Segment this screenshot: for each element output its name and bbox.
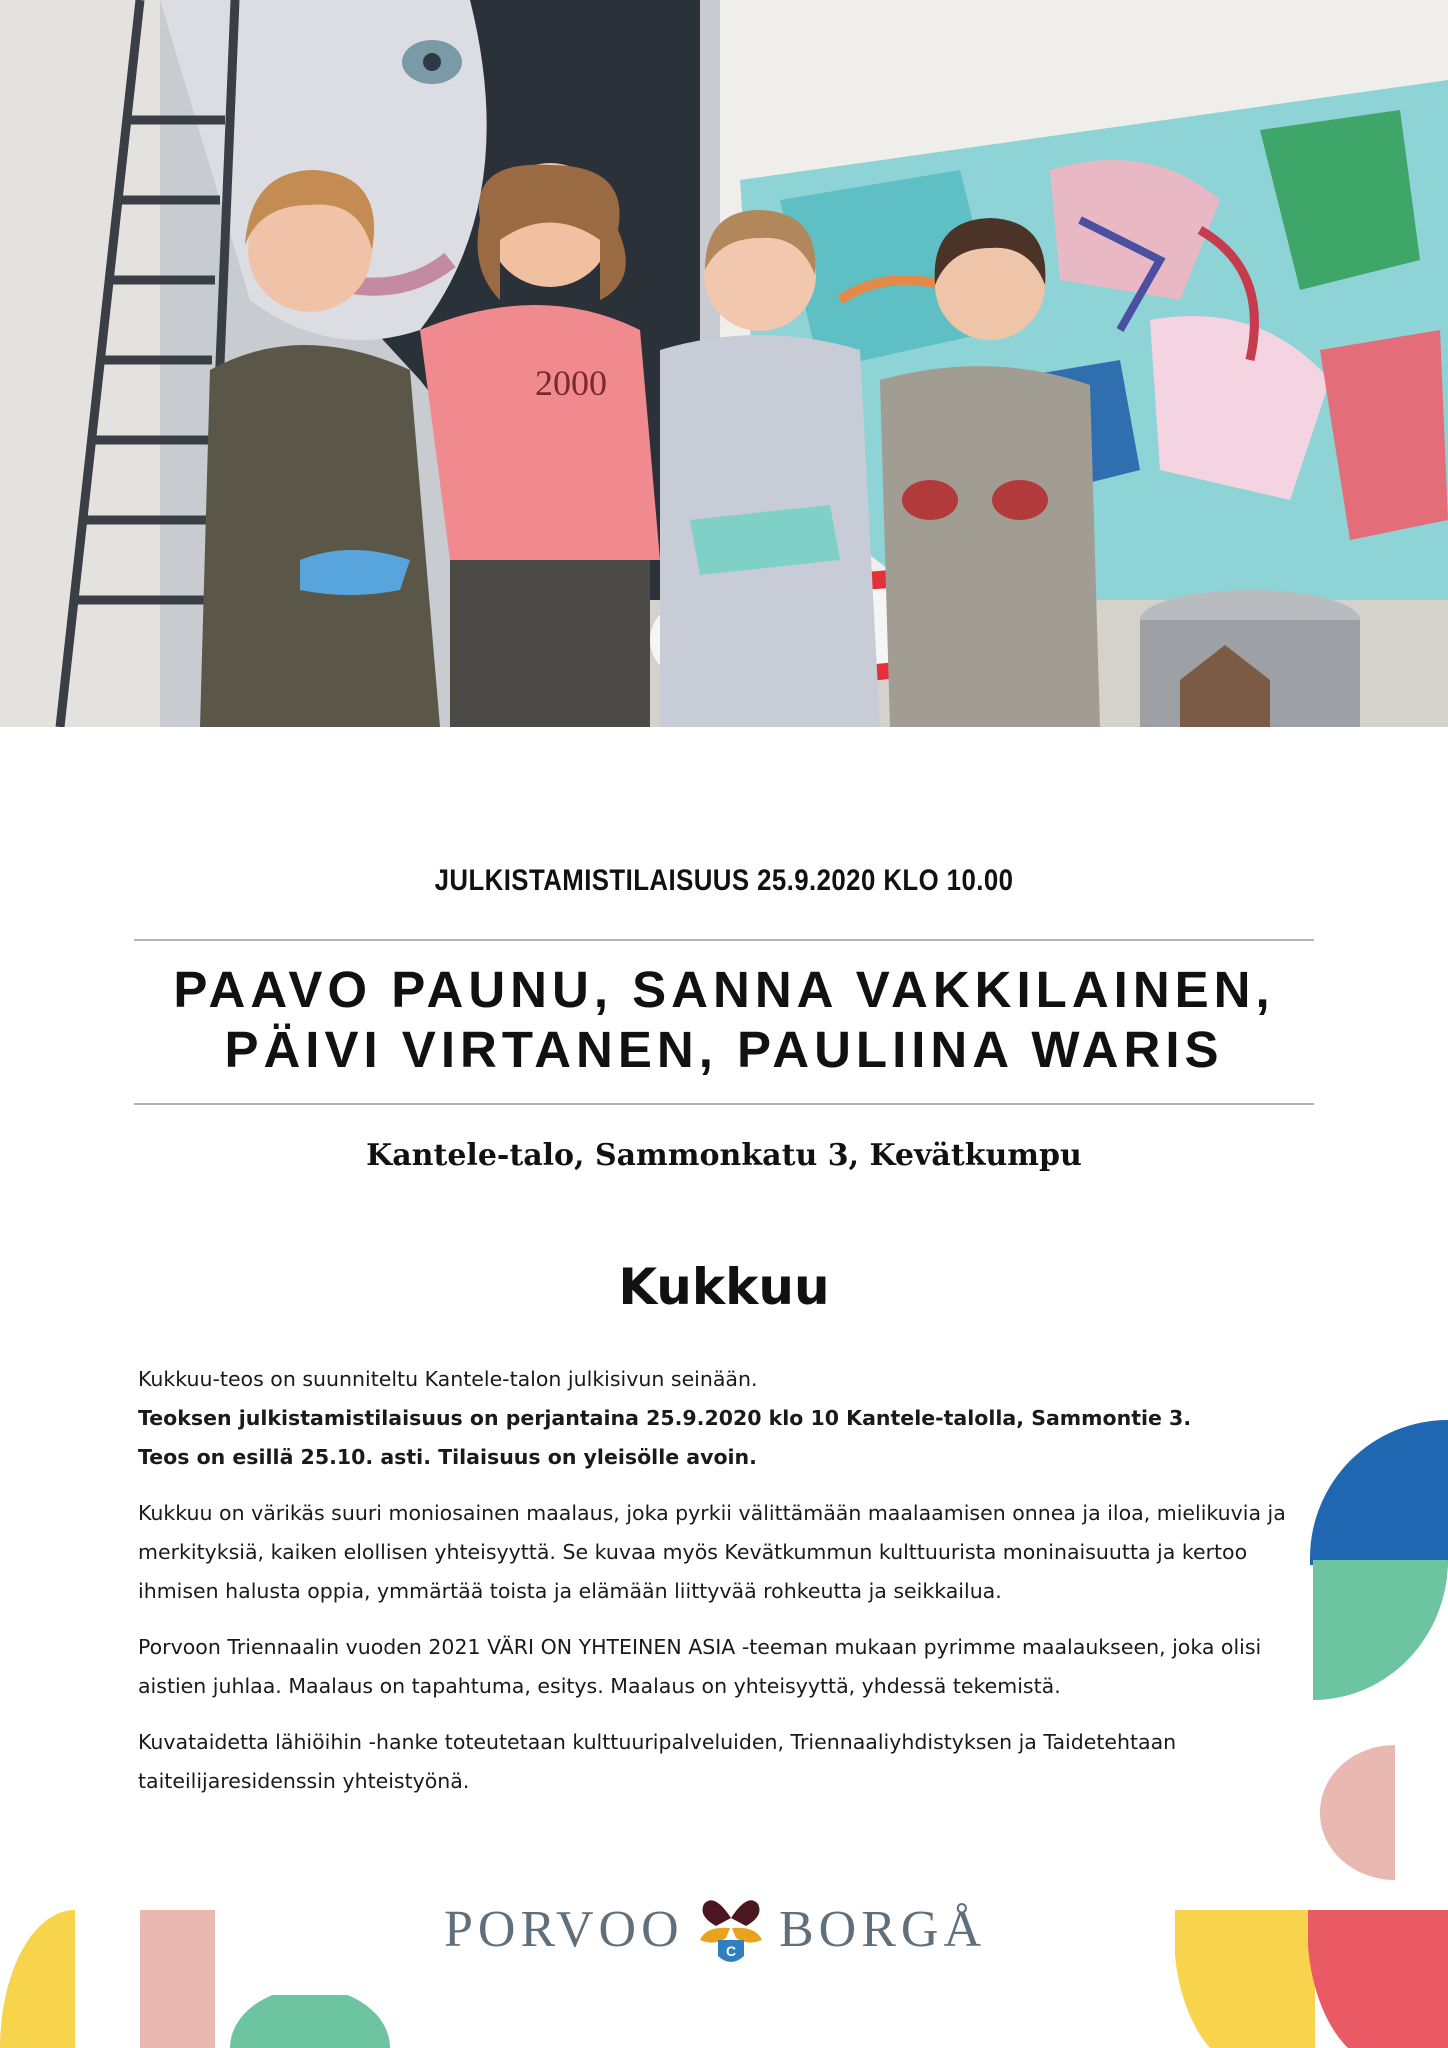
green-half-circle-bottom-decoration: [230, 1995, 390, 2048]
red-half-circle-bottom-decoration: [1308, 1910, 1448, 2048]
artist-names-line-2: PÄIVI VIRTANEN, PAULIINA WARIS: [224, 1021, 1224, 1078]
hero-photo-illustration: [0, 0, 1448, 727]
blue-quarter-circle-decoration: [1310, 1420, 1448, 1565]
emblem-letter: C: [726, 1943, 737, 1959]
intro-line-3: Teos on esillä 25.10. asti. Tilaisuus on yleisölle avoin.: [138, 1445, 757, 1469]
artwork-title: Kukkuu: [618, 1258, 830, 1316]
hero-photo: [0, 0, 1448, 727]
artist-names: [0, 960, 1448, 1080]
pink-half-circle-bottom-decoration: [140, 1910, 215, 2048]
event-date-headline: JULKISTAMISTILAISUUS 25.9.2020 KLO 10.00: [434, 864, 1014, 897]
paragraph-3: Kuvataidetta lähiöihin -hanke toteutetaan kulttuuripalveluiden, Triennaaliyhdistyksen ja Taidetehtaan taiteilijaresidenssin yhteistyönä.: [138, 1730, 1177, 1793]
porvoo-borga-logo: [444, 1890, 1004, 1970]
intro-line-1: Kukkuu-teos on suunniteltu Kantele-talon julkisivun seinään.: [138, 1367, 758, 1391]
body-text: [138, 1360, 1318, 1818]
shirt-text: 2000: [535, 363, 607, 403]
divider-bottom: [134, 1103, 1314, 1105]
pink-half-circle-decoration: [1320, 1745, 1395, 1880]
yellow-quarter-circle-decoration: [0, 1910, 75, 2048]
logo-word-porvoo: PORVOO: [444, 1901, 684, 1958]
intro-line-2: Teoksen julkistamistilaisuus on perjantaina 25.9.2020 klo 10 Kantele-talolla, Sammontie 3.: [138, 1406, 1192, 1430]
logo-word-borga: BORGÅ: [779, 1901, 987, 1958]
yellow-half-circle-bottom-decoration: [1175, 1910, 1315, 2048]
venue-address: Kantele-talo, Sammonkatu 3, Kevätkumpu: [366, 1138, 1082, 1173]
paragraph-1: Kukkuu on värikäs suuri moniosainen maalaus, joka pyrkii välittämään maalaamisen onnea ja iloa, mielikuvia ja merkityksiä, kaiken elollisen yhteisyyttä. Se kuvaa myös Kevätkummun kulttuurista moninaisuutta ja kertoo ihmisen halusta oppia, ymmärtää toista ja elämään liittyvää rohkeutta ja seikkailua.: [138, 1501, 1286, 1603]
green-half-circle-decoration: [1313, 1560, 1448, 1700]
intro-block: [138, 1360, 1318, 1477]
paragraph-2: Porvoon Triennaalin vuoden 2021 VÄRI ON YHTEINEN ASIA -teeman mukaan pyrimme maalaukseen, joka olisi aistien juhlaa. Maalaus on tapahtuma, esitys. Maalaus on yhteisyyttä, yhdessä tekemistä.: [138, 1635, 1262, 1698]
city-emblem-icon: [696, 1890, 766, 1970]
divider-top: [134, 939, 1314, 941]
artist-names-line-1: PAAVO PAUNU, SANNA VAKKILAINEN,: [173, 961, 1275, 1018]
